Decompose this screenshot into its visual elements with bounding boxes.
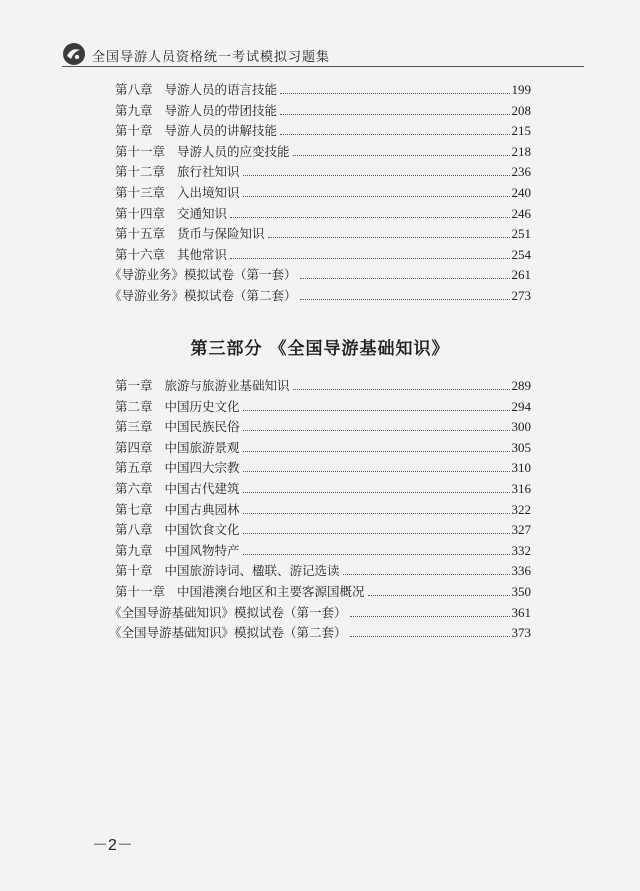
page-ref: 361 (511, 604, 531, 620)
page-header (0, 0, 640, 70)
page-ref: 305 (511, 439, 531, 455)
chapter-number: 第十章 (115, 123, 153, 139)
leader-dots (293, 389, 510, 390)
leader-dots (243, 554, 510, 555)
toc-entry (109, 287, 531, 305)
chapter-number: 第二章 (115, 398, 153, 414)
leader-dots (243, 430, 510, 431)
chapter-title: 《导游业务》模拟试卷（第一套） (109, 267, 297, 283)
chapter-title: 导游人员的语言技能 (164, 82, 278, 97)
toc-entry (115, 501, 531, 519)
chapter-number: 第十三章 (115, 185, 166, 200)
chapter-number: 第八章 (115, 522, 153, 538)
toc-entry (115, 418, 531, 436)
page-ref: 251 (511, 226, 531, 242)
chapter-number: 第十章 (115, 563, 153, 579)
toc-entry (109, 604, 531, 622)
chapter-number: 第六章 (115, 481, 153, 496)
chapter-title: 中国旅游诗词、楹联、游记选读 (164, 563, 340, 579)
toc-entry (115, 398, 531, 416)
page-ref: 246 (511, 205, 531, 221)
leader-dots (368, 595, 510, 596)
chapter-number: 第十五章 (115, 226, 166, 242)
leader-dots (300, 278, 510, 279)
leader-dots (350, 636, 510, 637)
toc-entry (115, 480, 531, 498)
chapter-title: 中国港澳台地区和主要客源国概况 (177, 584, 365, 599)
toc-entry (115, 102, 531, 120)
chapter-title: 交通知识 (177, 205, 228, 221)
publisher-logo-icon (62, 42, 86, 66)
page-ref: 261 (511, 267, 531, 283)
page-ref: 316 (511, 481, 531, 496)
page-ref: 310 (511, 460, 531, 476)
book-title: 全国导游人员资格统一考试模拟习题集 (92, 50, 331, 65)
leader-dots (230, 258, 509, 259)
leader-dots (268, 237, 510, 238)
leader-dots (280, 134, 509, 135)
chapter-title: 导游人员的带团技能 (164, 102, 278, 118)
page-ref: 350 (511, 584, 531, 599)
chapter-number: 第十一章 (115, 584, 166, 599)
section-title: 第三部分 《全国导游基础知识》 (190, 339, 450, 359)
leader-dots (243, 410, 510, 411)
toc-entry (115, 439, 531, 457)
chapter-number: 第九章 (115, 542, 153, 558)
toc-entry (115, 542, 531, 560)
toc-entry (115, 562, 531, 580)
chapter-title: 中国风物特产 (164, 542, 240, 558)
leader-dots (243, 471, 510, 472)
page-ref: 254 (511, 246, 531, 262)
chapter-title: 《导游业务》模拟试卷（第二套） (109, 288, 297, 303)
leader-dots (243, 513, 510, 514)
chapter-title: 中国历史文化 (164, 398, 240, 414)
chapter-title: 其他常识 (177, 246, 228, 262)
toc-entry (109, 624, 531, 642)
chapter-number: 第十六章 (115, 246, 166, 262)
page-ref: 208 (511, 102, 531, 118)
page-ref: 322 (511, 501, 531, 517)
chapter-number: 第八章 (115, 82, 153, 97)
chapter-title: 中国古典园林 (164, 501, 240, 517)
toc-entry (115, 246, 531, 264)
toc-entry (115, 184, 531, 202)
page-ref: 236 (511, 164, 531, 180)
chapter-title: 《全国导游基础知识》模拟试卷（第二套） (109, 625, 347, 641)
toc-entry (109, 266, 531, 284)
chapter-number: 第十四章 (115, 205, 166, 221)
page-ref: 215 (511, 123, 531, 139)
chapter-title: 中国饮食文化 (164, 522, 240, 538)
chapter-title: 旅游与旅游业基础知识 (164, 378, 290, 393)
toc-entry (115, 225, 531, 243)
leader-dots (243, 196, 510, 197)
page-ref: 199 (511, 82, 531, 97)
chapter-number: 第五章 (115, 460, 153, 476)
page-ref: 273 (511, 288, 531, 303)
chapter-title: 导游人员的应变技能 (177, 143, 290, 159)
toc-entry (115, 521, 531, 539)
leader-dots (343, 574, 510, 575)
leader-dots (280, 93, 509, 94)
chapter-title: 中国旅游景观 (164, 439, 240, 455)
chapter-number: 第七章 (115, 501, 153, 517)
chapter-title: 导游人员的讲解技能 (164, 123, 278, 139)
toc-entry (115, 205, 531, 223)
chapter-number: 第九章 (115, 102, 153, 118)
leader-dots (280, 114, 509, 115)
leader-dots (230, 217, 509, 218)
leader-dots (350, 616, 510, 617)
chapter-title: 《全国导游基础知识》模拟试卷（第一套） (109, 604, 347, 620)
leader-dots (243, 533, 510, 534)
chapter-number: 第十二章 (115, 164, 166, 180)
toc-entry (115, 122, 531, 140)
toc-entry (115, 81, 531, 99)
chapter-title: 中国四大宗教 (164, 460, 240, 476)
chapter-title: 中国民族民俗 (164, 419, 240, 435)
chapter-title: 入出境知识 (177, 185, 240, 200)
chapter-number: 第十一章 (115, 143, 166, 159)
toc-entry (115, 163, 531, 181)
chapter-number: 第四章 (115, 439, 153, 455)
header-divider (62, 66, 584, 67)
page-ref: 327 (511, 522, 531, 538)
page-ref: 332 (511, 542, 531, 558)
chapter-title: 货币与保险知识 (177, 226, 265, 242)
chapter-number: 第三章 (115, 419, 153, 435)
page-number: －2－ (92, 837, 133, 854)
page-ref: 218 (511, 143, 531, 159)
page-ref: 294 (511, 398, 531, 414)
leader-dots (243, 492, 510, 493)
chapter-title: 中国古代建筑 (164, 481, 240, 496)
chapter-number: 第一章 (115, 378, 153, 393)
leader-dots (243, 451, 510, 452)
page-ref: 373 (511, 625, 531, 641)
toc-entry (115, 459, 531, 477)
leader-dots (293, 155, 510, 156)
leader-dots (243, 175, 510, 176)
page-ref: 336 (511, 563, 531, 579)
chapter-title: 旅行社知识 (177, 164, 240, 180)
toc-entry (115, 583, 531, 601)
toc-entry (115, 143, 531, 161)
page-ref: 289 (511, 378, 531, 393)
leader-dots (300, 299, 510, 300)
toc-entry (115, 377, 531, 395)
page-ref: 300 (511, 419, 531, 435)
page-ref: 240 (511, 185, 531, 200)
